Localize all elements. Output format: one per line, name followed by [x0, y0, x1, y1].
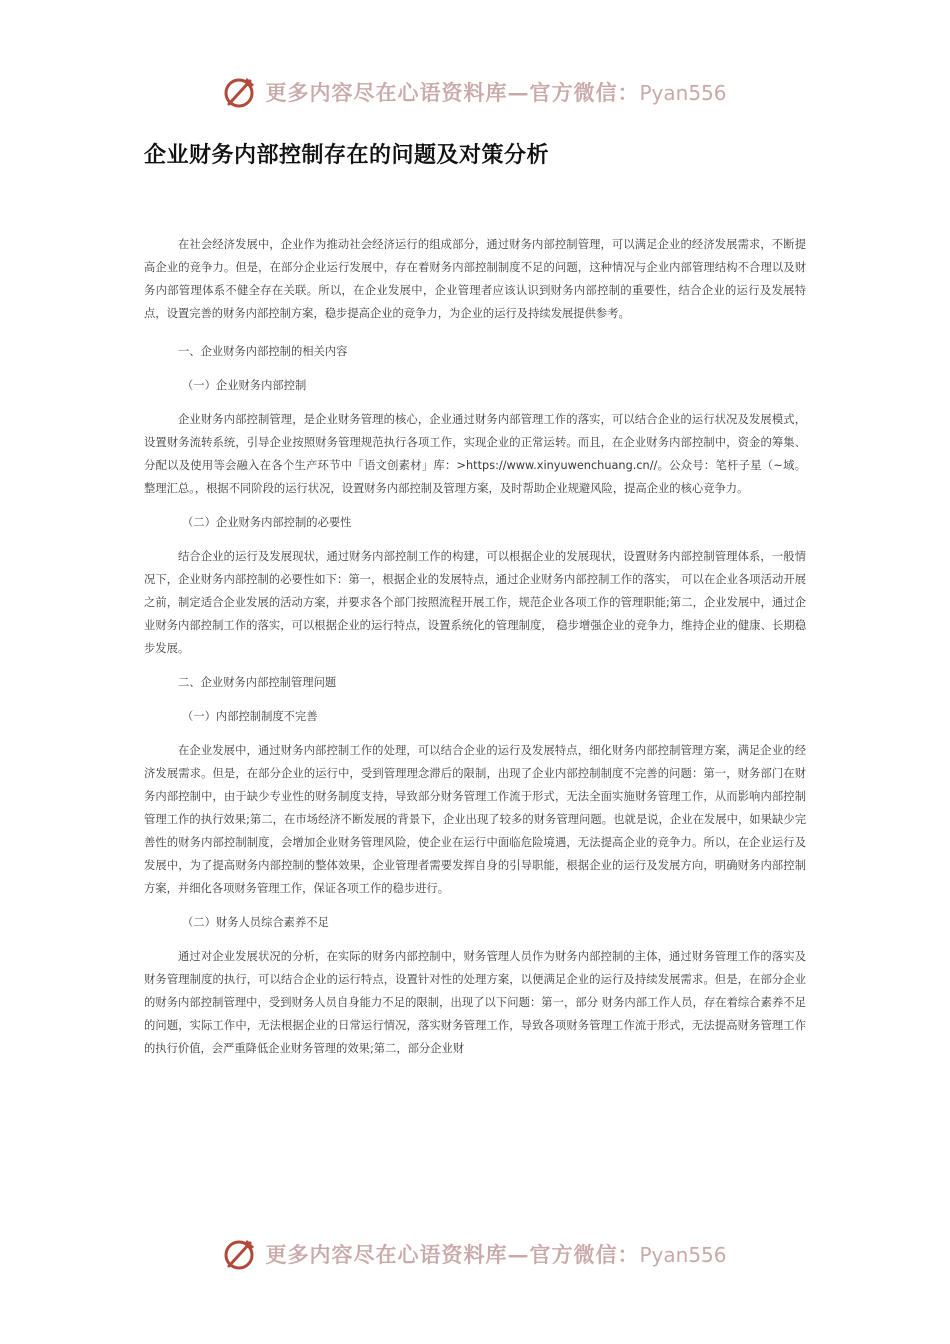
pen-logo-icon [223, 74, 259, 110]
document-body [144, 233, 806, 1060]
footer-watermark-banner [0, 1232, 950, 1276]
subsection-heading-2-1: （一）内部控制制度不完善 [182, 710, 318, 723]
banner-text: 更多内容尽在心语资料库—官方微信：Pyan556 [265, 1242, 727, 1267]
wechat-id: Pyan556 [639, 81, 727, 105]
section-heading-1: 一、企业财务内部控制的相关内容 [178, 345, 348, 358]
subsection-heading-1-1: （一）企业财务内部控制 [182, 379, 307, 392]
document-title: 企业财务内部控制存在的问题及对策分析 [144, 143, 550, 168]
intro-paragraph: 在社会经济发展中，企业作为推动社会经济运行的组成部分，通过财务内部控制管理，可以满足企业的经济发展需求，不断提高企业的竞争力。但是，在部分企业运行发展中，存在着财务内部控制制度不足的问题，这种情况与企业内部管理结构不合理以及财务内部管理体系不健全存在关联。所以，在企业发展中，企业管理者应该认识到财务内部控制的重要性，结合企业的运行及发展特点，设置完善的财务内部控制方案，稳步提高企业的竞争力，为企业的运行及持续发展提供参考。 [144, 238, 806, 320]
pen-logo-icon [223, 1236, 259, 1272]
subsection-heading-2-2: （二）财务人员综合素养不足 [182, 916, 329, 929]
paragraph-1-2: 结合企业的运行及发展现状，通过财务内部控制工作的构建，可以根据企业的发展现状，设置财务内部控制管理体系，一般情况下，企业财务内部控制的必要性如下：第一，根据企业的发展特点，通过企业财务内部控制工作的落实， 可以在企业各项活动开展之前，制定适合企业发展的活动方案，并要求各个部门按照流程开展工作，规范企业各项工作的管理职能;第二，企业发展中，通过企业财务内部控制工作的落实，可以根据企业的运行特点，设置系统化的管理制度， 稳步增强企业的竞争力，维持企业的健康、长期稳步发展。 [144, 550, 806, 655]
paragraph-2-1: 在企业发展中，通过财务内部控制工作的处理，可以结合企业的运行及发展特点，细化财务内部控制管理方案，满足企业的经济发展需求。但是，在部分企业的运行中，受到管理理念滞后的限制，出现了企业内部控制制度不完善的问题：第一，财务部门在财务内部控制中，由于缺少专业性的财务制度支持，导致部分财务管理工作流于形式，无法全面实施财务管理工作，从而影响内部控制管理工作的执行效果;第二，在市场经济不断发展的背景下，企业出现了较多的财务管理问题。也就是说，企业在发展中，如果缺少完善性的财务内部控制制度，会增加企业财务管理风险，使企业在运行中面临危险境遇，无法提高企业的竞争力。所以，在企业运行及发展中，为了提高财务内部控制的整体效果，企业管理者需要发挥自身的引导职能，根据企业的运行及发展方向，明确财务内部控制方案，并细化各项财务管理工作，保证各项工作的稳步进行。 [144, 744, 806, 895]
section-heading-2: 二、企业财务内部控制管理问题 [178, 676, 337, 689]
paragraph-2-2: 通过对企业发展状况的分析，在实际的财务内部控制中，财务管理人员作为财务内部控制的主体，通过财务管理工作的落实及财务管理制度的执行，可以结合企业的运行特点，设置针对性的处理方案，以便满足企业的运行及持续发展需求。但是，在部分企业的财务内部控制管理中，受到财务人员自身能力不足的限制，出现了以下问题：第一，部分 财务内部工作人员，存在着综合素养不足的问题，实际工作中，无法根据企业的日常运行情况，落实财务管理工作，导致各项财务管理工作流于形式，无法提高财务管理工作的执行价值，会严重降低企业财务管理的效果;第二，部分企业财 [144, 950, 806, 1055]
banner-text: 更多内容尽在心语资料库—官方微信：Pyan556 [265, 80, 727, 105]
paragraph-1-1: 企业财务内部控制管理，是企业财务管理的核心，企业通过财务内部管理工作的落实，可以结合企业的运行状况及发展模式，设置财务流转系统，引导企业按照财务管理规范执行各项工作，实现企业的正常运转。而且，在企业财务内部控制中，资金的筹集、分配以及使用等会融入在各个生产环节中「语文创素材」库：>https://www.xinyuwenchuang.cn//。公众号：笔杆子星（~域。整理汇总。，根据不同阶段的运行状况，设置财务内部控制及管理方案，及时帮助企业规避风险，提高企业的核心竞争力。 [144, 413, 806, 495]
header-watermark-banner [0, 70, 950, 114]
wechat-id: Pyan556 [639, 1243, 727, 1267]
subsection-heading-1-2: （二）企业财务内部控制的必要性 [182, 516, 352, 529]
